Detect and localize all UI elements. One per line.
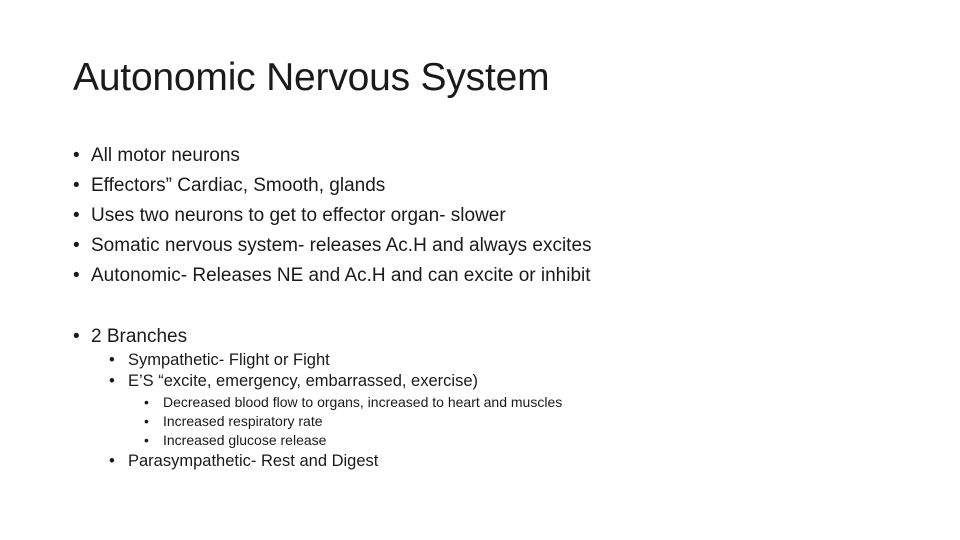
list-item-text: All motor neurons bbox=[91, 145, 240, 166]
bullet-icon: • bbox=[73, 235, 80, 256]
list-item-text: Increased glucose release bbox=[163, 432, 327, 448]
bullet-icon: • bbox=[73, 326, 80, 347]
list-item-es bbox=[109, 372, 609, 391]
list-item-autonomic bbox=[73, 265, 773, 287]
list-item-somatic bbox=[73, 235, 773, 257]
list-item-text: Decreased blood flow to organs, increased to heart and muscles bbox=[163, 394, 563, 410]
list-item-text: Effectors” Cardiac, Smooth, glands bbox=[91, 175, 386, 196]
bullet-icon: • bbox=[109, 452, 115, 470]
bullet-icon: • bbox=[73, 265, 80, 286]
list-item-sympathetic bbox=[109, 351, 609, 370]
list-item-parasympathetic bbox=[109, 452, 609, 471]
bullet-icon: • bbox=[73, 205, 80, 226]
list-item-branches bbox=[73, 326, 473, 348]
list-item-text: Sympathetic- Flight or Fight bbox=[128, 351, 330, 369]
list-item-two-neurons bbox=[73, 205, 773, 227]
bullet-icon: • bbox=[73, 145, 80, 166]
list-item-text: 2 Branches bbox=[91, 326, 188, 347]
list-item-text: Autonomic- Releases NE and Ac.H and can excite or inhibit bbox=[91, 265, 591, 286]
list-item-text: E’S “excite, emergency, embarrassed, exercise) bbox=[128, 372, 478, 390]
bullet-icon: • bbox=[144, 413, 149, 429]
list-item-text: Uses two neurons to get to effector organ- slower bbox=[91, 205, 506, 226]
slide-title: Autonomic Nervous System bbox=[73, 56, 550, 99]
list-item-blood-flow bbox=[144, 394, 664, 411]
list-item-glucose bbox=[144, 432, 664, 449]
bullet-icon: • bbox=[109, 351, 115, 369]
list-item-text: Somatic nervous system- releases Ac.H and always excites bbox=[91, 235, 592, 256]
list-item-respiratory bbox=[144, 413, 664, 430]
list-item-effectors bbox=[73, 175, 773, 197]
bullet-icon: • bbox=[144, 394, 149, 410]
list-item-all-motor-neurons bbox=[73, 145, 773, 167]
list-item-text: Parasympathetic- Rest and Digest bbox=[128, 452, 379, 470]
list-item-text: Increased respiratory rate bbox=[163, 413, 323, 429]
bullet-icon: • bbox=[109, 372, 115, 390]
bullet-icon: • bbox=[73, 175, 80, 196]
bullet-icon: • bbox=[144, 432, 149, 448]
